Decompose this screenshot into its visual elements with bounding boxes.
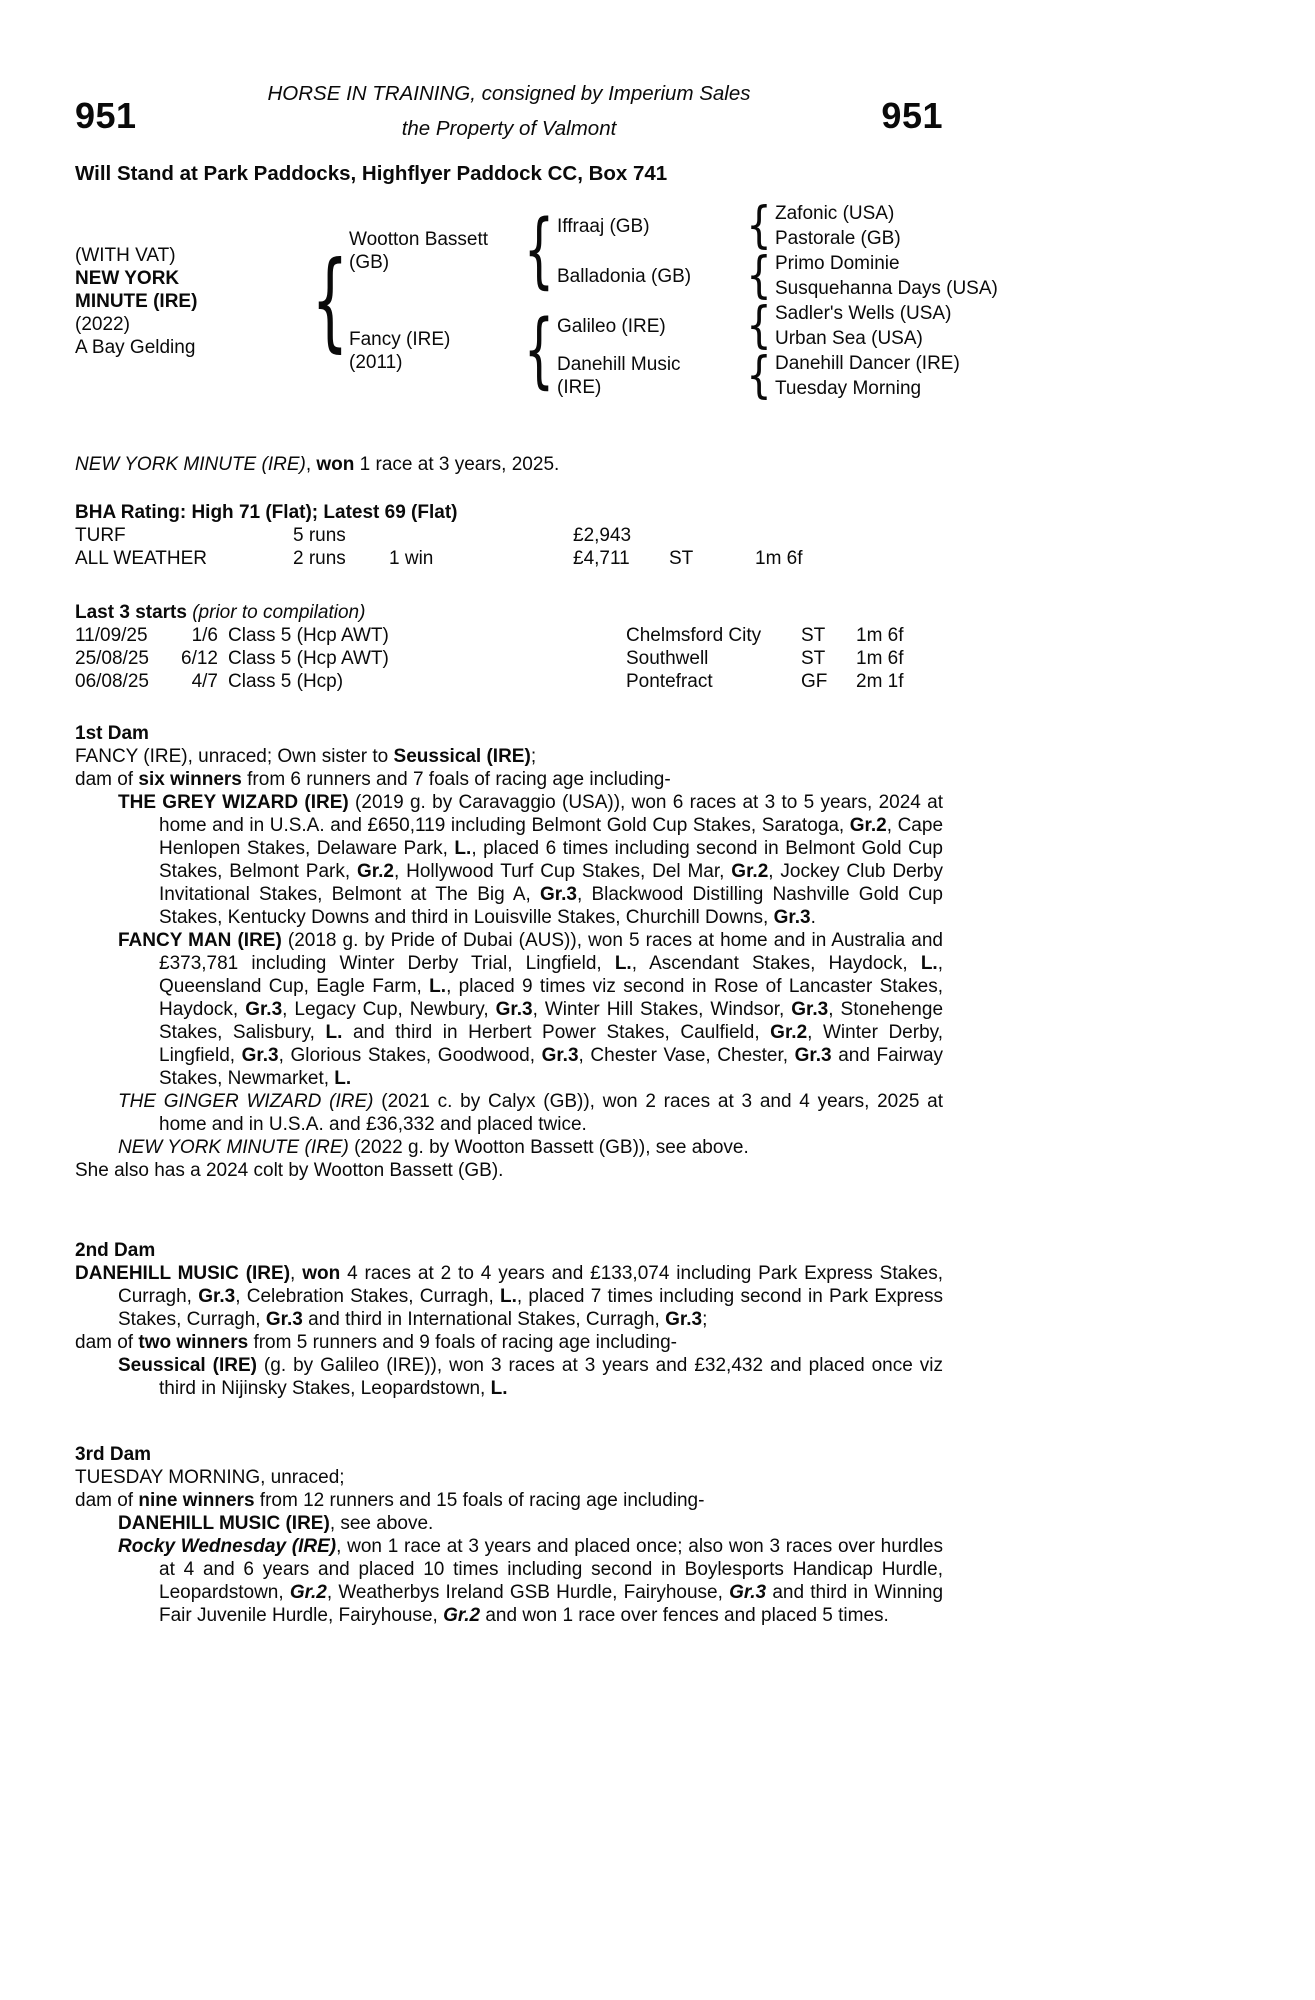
dam1-intro: FANCY (IRE), unraced; Own sister to Seussical (IRE); [75, 746, 537, 767]
pedigree-brace [743, 251, 775, 301]
dam2-heading: 2nd Dam [75, 1240, 156, 1261]
start-class: Class 5 (Hcp AWT) [228, 625, 389, 646]
granddam-name-line1: Danehill Music [557, 354, 681, 375]
start-class: Class 5 (Hcp) [228, 671, 344, 692]
start-distance: 1m 6f [856, 625, 904, 646]
offspring-paragraph: THE GINGER WIZARD (IRE) (2021 c. by Calyx (GB)), won 2 races at 3 and 4 years, 2025 at home and in U.S.A. and £36,332 and placed twice. [118, 1091, 943, 1135]
record-going: ST [669, 548, 694, 569]
dam2-produce-line: dam of two winners from 5 runners and 9 foals of racing age including- [75, 1332, 677, 1353]
bha-rating: BHA Rating: High 71 (Flat); Latest 69 (Flat) [75, 502, 458, 523]
dam-cell [349, 328, 521, 374]
dam-name-line1: Fancy (IRE) [349, 329, 451, 350]
start-row [75, 647, 943, 670]
grandsire-cell: Iffraaj (GB) [557, 215, 650, 237]
gen3-cell: Pastorale (GB) [775, 228, 901, 249]
offspring-paragraph: THE GREY WIZARD (IRE) (2019 g. by Caravaggio (USA)), won 6 races at 3 to 5 years, 2024 at home and in U.S.A. and £650,119 including Belmont Gold Cup Stakes, Saratoga, Gr.2, Cape Henlopen Stakes, Delaware Park, L., placed 6 times including second in Belmont Gold Cup Stakes, Belmont Park, Gr.2, Hollywood Turf Cup Stakes, Del Mar, Gr.2, Jockey Club Derby Invitational Stakes, Belmont at The Big A, Gr.3, Blackwood Distilling Nashville Gold Cup Stakes, Kentucky Downs and third in Louisville Stakes, Churchill Downs, Gr.3. [118, 792, 944, 928]
consignment-line: HORSE IN TRAINING, consigned by Imperium Sales [267, 82, 751, 105]
start-position: 4/7 [191, 671, 218, 692]
record-distance [755, 524, 943, 547]
start-distance: 2m 1f [856, 671, 904, 692]
dam3-produce-line: dam of nine winners from 12 runners and 15 foals of racing age including- [75, 1490, 705, 1511]
subject-year: (2022) [75, 313, 130, 335]
dam3-intro: TUESDAY MORNING, unraced; [75, 1467, 345, 1488]
sire-name-line1: Wootton Bassett [349, 229, 489, 250]
record-row-all-weather [75, 547, 943, 570]
record-distance: 1m 6f [755, 548, 803, 569]
offspring-paragraph: FANCY MAN (IRE) (2018 g. by Pride of Dubai (AUS)), won 5 races at home and in Australia and £373,781 including Winter Derby Trial, Lingfield, L., Ascendant Stakes, Haydock, L., Queensland Cup, Eagle Farm, L., placed 9 times viz second in Rose of Lancaster Stakes, Haydock, Gr.3, Legacy Cup, Newbury, Gr.3, Winter Hill Stakes, Windsor, Gr.3, Stonehenge Stakes, Salisbury, L. and third in Herbert Power Stakes, Caulfield, Gr.2, Winter Derby, Lingfield, Gr.3, Glorious Stakes, Goodwood, Gr.3, Chester Vase, Chester, Gr.3 and Fairway Stakes, Newmarket, L. [118, 930, 944, 1089]
record-runs: 5 runs [293, 525, 346, 546]
granddam-cell: Balladonia (GB) [557, 265, 692, 287]
pedigree-brace [743, 351, 775, 401]
offspring-paragraph: NEW YORK MINUTE (IRE) (2022 g. by Wootton Bassett (GB)), see above. [118, 1137, 749, 1158]
dam-name-line2: (2011) [349, 352, 403, 373]
record-wins [389, 524, 573, 547]
start-row [75, 624, 943, 647]
start-position: 6/12 [181, 648, 218, 669]
start-date: 11/09/25 [75, 625, 148, 646]
pedigree-table [75, 201, 998, 401]
pedigree-subject [75, 244, 311, 359]
dam1-produce-line: dam of six winners from 6 runners and 7 foals of racing age including- [75, 769, 671, 790]
gen3-cell: Sadler's Wells (USA) [775, 303, 952, 324]
start-date: 06/08/25 [75, 671, 149, 692]
record-earnings: £2,943 [573, 525, 632, 546]
record-going [669, 524, 755, 547]
offspring-paragraph: Rocky Wednesday (IRE), won 1 race at 3 years and placed once; also won 3 races over hurdles at 4 and 6 years and placed 10 times including second in Boylesports Handicap Hurdle, Leopardstown, Gr.2, Weatherbys Ireland GSB Hurdle, Fairyhouse, Gr.3 and third in Winning Fair Juvenile Hurdle, Fairyhouse, Gr.2 and won 1 race over fences and placed 5 times. [118, 1536, 944, 1626]
start-course: Southwell [626, 648, 709, 669]
record-earnings: £4,711 [573, 548, 630, 569]
record-wins: 1 win [389, 548, 434, 569]
dam1-heading: 1st Dam [75, 723, 149, 744]
gen3-cell: Danehill Dancer (IRE) [775, 353, 960, 374]
start-going: ST [801, 648, 826, 669]
subject-name-line2: MINUTE (IRE) [75, 290, 198, 312]
dam2-intro: DANEHILL MUSIC (IRE), won 4 races at 2 to 4 years and £133,074 including Park Express Stakes, Curragh, Gr.3, Celebration Stakes, Curragh, L., placed 7 times including second in Park Express Stakes, Curragh, Gr.3 and third in International Stakes, Curragh, Gr.3; [75, 1263, 944, 1330]
lot-number-left: 951 [75, 95, 137, 136]
start-row [75, 670, 943, 693]
start-class: Class 5 (Hcp AWT) [228, 648, 389, 669]
subject-sex: A Bay Gelding [75, 336, 196, 358]
dam1-note: She also has a 2024 colt by Wootton Bassett (GB). [75, 1160, 504, 1181]
vat-note: (WITH VAT) [75, 244, 176, 266]
record-surface: ALL WEATHER [75, 548, 207, 569]
pedigree-brace [743, 201, 775, 251]
subject-name-line1: NEW YORK [75, 267, 180, 289]
pedigree-brace [311, 226, 349, 376]
sire-cell [349, 228, 521, 274]
start-course: Chelmsford City [626, 625, 762, 646]
record-surface: TURF [75, 525, 126, 546]
gen3-cell: Primo Dominie [775, 253, 900, 274]
last-starts-heading: Last 3 starts (prior to compilation) [75, 602, 366, 623]
pedigree-brace [521, 201, 557, 301]
offspring-paragraph: DANEHILL MUSIC (IRE), see above. [118, 1513, 434, 1534]
start-course: Pontefract [626, 671, 713, 692]
sire-name-line2: (GB) [349, 252, 390, 273]
pedigree-brace [521, 301, 557, 401]
property-line: the Property of Valmont [401, 117, 617, 140]
granddam-cell [557, 353, 743, 399]
record-row-turf [75, 524, 943, 547]
start-going: ST [801, 625, 826, 646]
pedigree-brace [743, 301, 775, 351]
lot-number-right: 951 [881, 95, 943, 136]
page-header [75, 82, 943, 141]
race-summary: NEW YORK MINUTE (IRE), won 1 race at 3 years, 2025. [75, 454, 560, 475]
record-runs: 2 runs [293, 548, 346, 569]
start-position: 1/6 [191, 625, 218, 646]
grandsire-cell: Galileo (IRE) [557, 315, 666, 337]
start-going: GF [801, 671, 828, 692]
stand-location: Will Stand at Park Paddocks, Highflyer Paddock CC, Box 741 [75, 162, 668, 185]
gen3-cell: Susquehanna Days (USA) [775, 278, 998, 299]
start-distance: 1m 6f [856, 648, 904, 669]
dam3-heading: 3rd Dam [75, 1444, 152, 1465]
offspring-paragraph: Seussical (IRE) (g. by Galileo (IRE)), won 3 races at 3 years and £32,432 and placed once viz third in Nijinsky Stakes, Leopardstown, L. [118, 1355, 943, 1399]
gen3-cell: Urban Sea (USA) [775, 328, 923, 349]
gen3-cell: Tuesday Morning [775, 378, 922, 399]
granddam-name-line2: (IRE) [557, 377, 602, 398]
start-date: 25/08/25 [75, 648, 149, 669]
gen3-cell: Zafonic (USA) [775, 203, 895, 224]
